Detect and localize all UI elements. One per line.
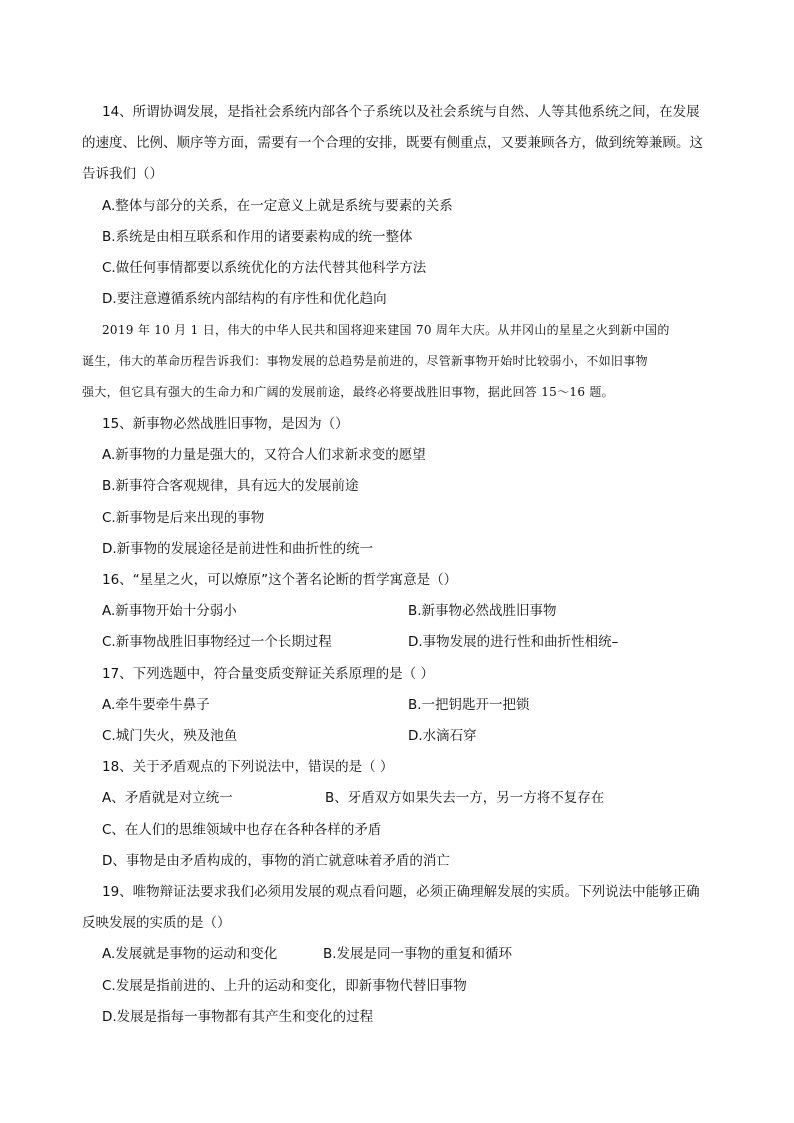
q16-option-c: C.新事物战胜旧事物经过一个长期过程 [102,634,332,650]
q19-stem-line-1: 19、唯物辩证法要求我们必须用发展的观点看问题，必须正确理解发展的实质。下列说法中能够正确 [102,884,700,900]
q19-stem-line-2: 反映发展的实质的是（） [82,915,231,931]
q19-option-b: B.发展是同一事物的重复和循环 [323,946,513,962]
q16-option-d: D.事物发展的进行性和曲折性相统– [408,634,619,650]
q15-option-a: A.新事物的力量是强大的，又符合人们求新求变的愿望 [102,447,426,463]
q15-option-b: B.新事符合客观规律，具有远大的发展前途 [102,478,359,494]
q17-option-c: C.城门失火，殃及池鱼 [102,728,238,744]
q18-option-d: D、事物是由矛盾构成的，事物的消亡就意味着矛盾的消亡 [102,853,450,869]
q14-option-a: A.整体与部分的关系，在一定意义上就是系统与要素的关系 [102,198,453,214]
q14-stem-line-1: 14、所谓协调发展，是指社会系统内部各个子系统以及社会系统与自然、人等其他系统之间，在发展 [102,104,700,120]
q14-stem-line-2: 的速度、比例、顺序等方面，需要有一个合理的安排，既要有侧重点，又要兼顾各方，做到统筹兼顾。这 [82,135,703,151]
q19-option-a: A.发展就是事物的运动和变化 [102,946,278,962]
passage-line-1: 2019 年 10 月 1 日，伟大的中华人民共和国将迎来建国 70 周年大庆。从井冈山的星星之火到新中国的 [102,323,670,337]
q15-stem: 15、新事物必然战胜旧事物，是因为（） [102,416,349,432]
q14-option-c: C.做任何事情都要以系统优化的方法代替其他科学方法 [102,260,427,276]
q16-option-a: A.新事物开始十分弱小 [102,603,237,619]
q15-option-c: C.新事物是后来出现的事物 [102,510,265,526]
passage-line-3: 强大，但它具有强大的生命力和广阔的发展前途，最终必将要战胜旧事物，据此回答 15～16 题。 [82,385,614,399]
q15-option-d: D.新事物的发展途径是前进性和曲折性的统一 [102,541,374,557]
q16-stem: 16、“星星之火，可以燎原”这个著名论断的哲学寓意是（） [102,572,458,588]
q14-stem-line-3: 告诉我们（） [82,166,163,182]
q16-option-b: B.新事物必然战胜旧事物 [408,603,557,619]
q17-stem: 17、下列选题中，符合量变质变辩证关系原理的是（ ） [102,666,434,682]
passage-line-2: 诞生，伟大的革命历程告诉我们：事物发展的总趋势是前进的，尽管新事物开始时比较弱小，不如旧事物 [82,354,648,368]
q18-stem: 18、关于矛盾观点的下列说法中，错误的是（ ） [102,759,394,775]
q18-option-b: B、牙盾双方如果失去一方，另一方将不复存在 [325,790,605,806]
q17-option-b: B.一把钥匙开一把锁 [408,697,530,713]
q17-option-d: D.水滴石穿 [408,728,477,744]
q19-option-d: D.发展是指每一事物都有其产生和变化的过程 [102,1009,374,1025]
q19-option-c: C.发展是指前进的、上升的运动和变化，即新事物代替旧事物 [102,978,467,994]
q18-option-c: C、在人们的思维领域中也存在各种各样的矛盾 [102,822,382,838]
q18-option-a: A、矛盾就是对立统一 [102,790,233,806]
q17-option-a: A.牵牛要牵牛鼻子 [102,697,210,713]
q14-option-b: B.系统是由相互联系和作用的诸要素构成的统一整体 [102,229,413,245]
q14-option-d: D.要注意遵循系统内部结构的有序性和优化趋向 [102,291,387,307]
